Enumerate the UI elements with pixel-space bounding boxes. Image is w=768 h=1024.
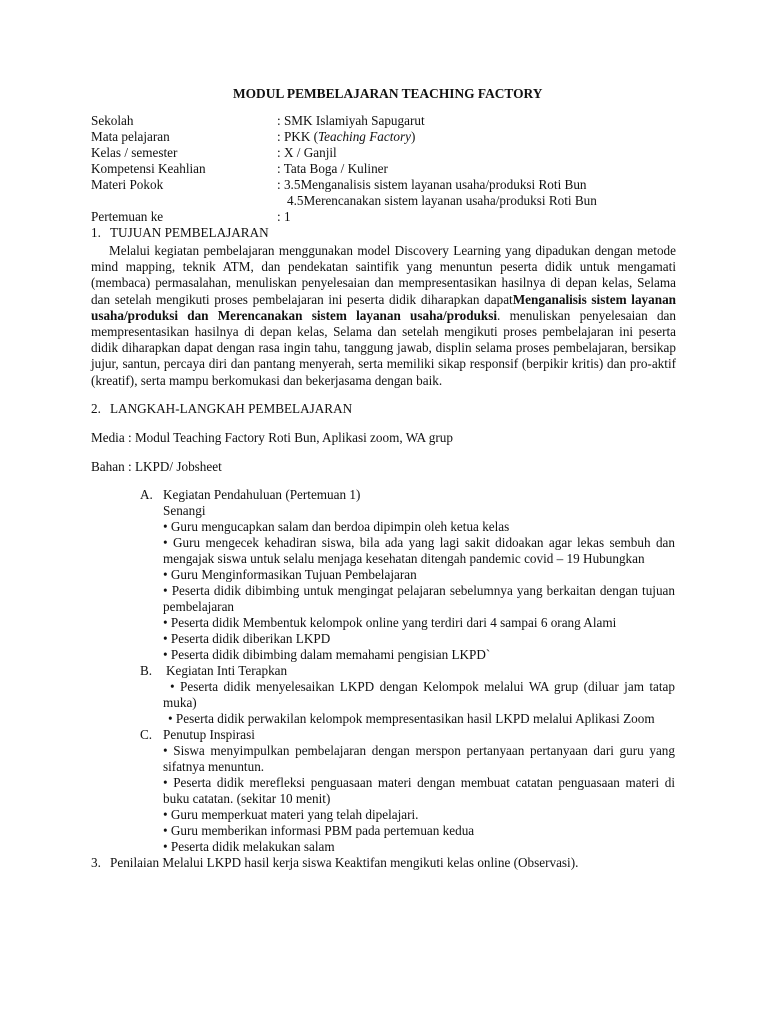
list-item: • Siswa menyimpulkan pembelajaran dengan merspon pertanyaan pertanyaan dari guru yang sifatnya menuntun. (163, 743, 675, 775)
section2-number: 2. (91, 401, 101, 416)
section1-number: 1. (91, 225, 101, 240)
section3-number: 3. (91, 855, 101, 870)
list-item: • Peserta didik melakukan salam (163, 839, 335, 854)
list-item: • Peserta didik dibimbing dalam memahami pengisian LKPD` (163, 647, 491, 662)
info-value-sekolah: : SMK Islamiyah Sapugarut (277, 113, 425, 128)
info-label-materi: Materi Pokok (91, 177, 164, 192)
subsection-a-letter: A. (140, 487, 153, 502)
info-label-kelas: Kelas / semester (91, 145, 178, 160)
info-value-kelas: : X / Ganjil (277, 145, 337, 160)
list-item: • Peserta didik menyelesaikan LKPD dengan Kelompok melalui WA grup (diluar jam tatap muka) (163, 679, 675, 711)
list-item: • Peserta didik merefleksi penguasaan materi dengan membuat catatan penguasaan materi di buku catatan. (sekitar 10 menit) (163, 775, 675, 807)
section2-heading: LANGKAH-LANGKAH PEMBELAJARAN (110, 401, 353, 416)
subsection-c-letter: C. (140, 727, 153, 742)
list-item: • Guru mengecek kehadiran siswa, bila ada yang lagi sakit didoakan agar lekas sembuh dan mengajak siswa untuk selalu menjaga kesehatan ditengah pandemic covid – 19 Hubungkan (163, 535, 675, 567)
info-label-pertemuan: Pertemuan ke (91, 209, 164, 224)
info-value-materi-cont: 4.5Merencanakan sistem layanan usaha/produksi Roti Bun (287, 193, 597, 208)
document-title: MODUL PEMBELAJARAN TEACHING FACTORY (233, 86, 543, 101)
subsection-c-heading: Penutup Inspirasi (163, 727, 255, 742)
media-line: Media : Modul Teaching Factory Roti Bun, Aplikasi zoom, WA grup (91, 430, 453, 445)
subsection-b-heading: Kegiatan Inti Terapkan (166, 663, 288, 678)
list-item: • Guru mengucapkan salam dan berdoa dipimpin oleh ketua kelas (163, 519, 510, 534)
info-value-mapel: : PKK (Teaching Factory) (277, 129, 416, 144)
subsection-a-sub: Senangi (163, 503, 206, 518)
list-item: • Guru memperkuat materi yang telah dipelajari. (163, 807, 419, 822)
list-item: • Guru Menginformasikan Tujuan Pembelajaran (163, 567, 417, 582)
bahan-line: Bahan : LKPD/ Jobsheet (91, 459, 222, 474)
info-label-sekolah: Sekolah (91, 113, 134, 128)
list-item: • Peserta didik dibimbing untuk mengingat pelajaran sebelumnya yang berkaitan dengan tujuan pembelajaran (163, 583, 675, 615)
subsection-a-heading: Kegiatan Pendahuluan (Pertemuan 1) (163, 487, 361, 502)
list-item: • Peserta didik perwakilan kelompok mempresentasikan hasil LKPD melalui Aplikasi Zoom (168, 711, 655, 726)
subsection-b-letter: B. (140, 663, 153, 678)
info-value-materi: : 3.5Menganalisis sistem layanan usaha/produksi Roti Bun (277, 177, 587, 192)
info-value-pertemuan: : 1 (277, 209, 291, 224)
section3-text: Penilaian Melalui LKPD hasil kerja siswa Keaktifan mengikuti kelas online (Observasi). (110, 855, 579, 870)
list-item: • Peserta didik diberikan LKPD (163, 631, 331, 646)
info-value-kompetensi: : Tata Boga / Kuliner (277, 161, 388, 176)
info-label-kompetensi: Kompetensi Keahlian (91, 161, 206, 176)
list-item: • Peserta didik Membentuk kelompok online yang terdiri dari 4 sampai 6 orang Alami (163, 615, 617, 630)
info-label-mapel: Mata pelajaran (91, 129, 170, 144)
objective-paragraph: Melalui kegiatan pembelajaran menggunakan model Discovery Learning yang dipadukan dengan metode mind mapping, teknik ATM, dan pendekatan saintifik yang menuntun peserta didik untuk mengamati (membaca) permasalahan, menuliskan penyelesaian dan mempresentasikan hasilnya di depan kelas, Selama dan setelah mengikuti proses pembelajaran ini peserta didik diharapkan dapatMenganalisis sistem layanan usaha/produksi dan Merencanakan sistem layanan usaha/produksi. menuliskan penyelesaian dan mempresentasikan hasilnya di depan kelas, Selama dan setelah mengikuti proses pembelajaran ini peserta didik diharapkan dapat dengan rasa ingin tahu, tanggung jawab, displin selama proses pembelajaran, bersikap jujur, santun, percaya diri dan pantang menyerah, serta memiliki sikap responsif (berpikir kritis) dan pro-aktif (kreatif), serta mampu berkomukasi dan bekerjasama dengan baik. (91, 243, 676, 388)
section1-heading: TUJUAN PEMBELAJARAN (110, 225, 269, 240)
list-item: • Guru memberikan informasi PBM pada pertemuan kedua (163, 823, 475, 838)
